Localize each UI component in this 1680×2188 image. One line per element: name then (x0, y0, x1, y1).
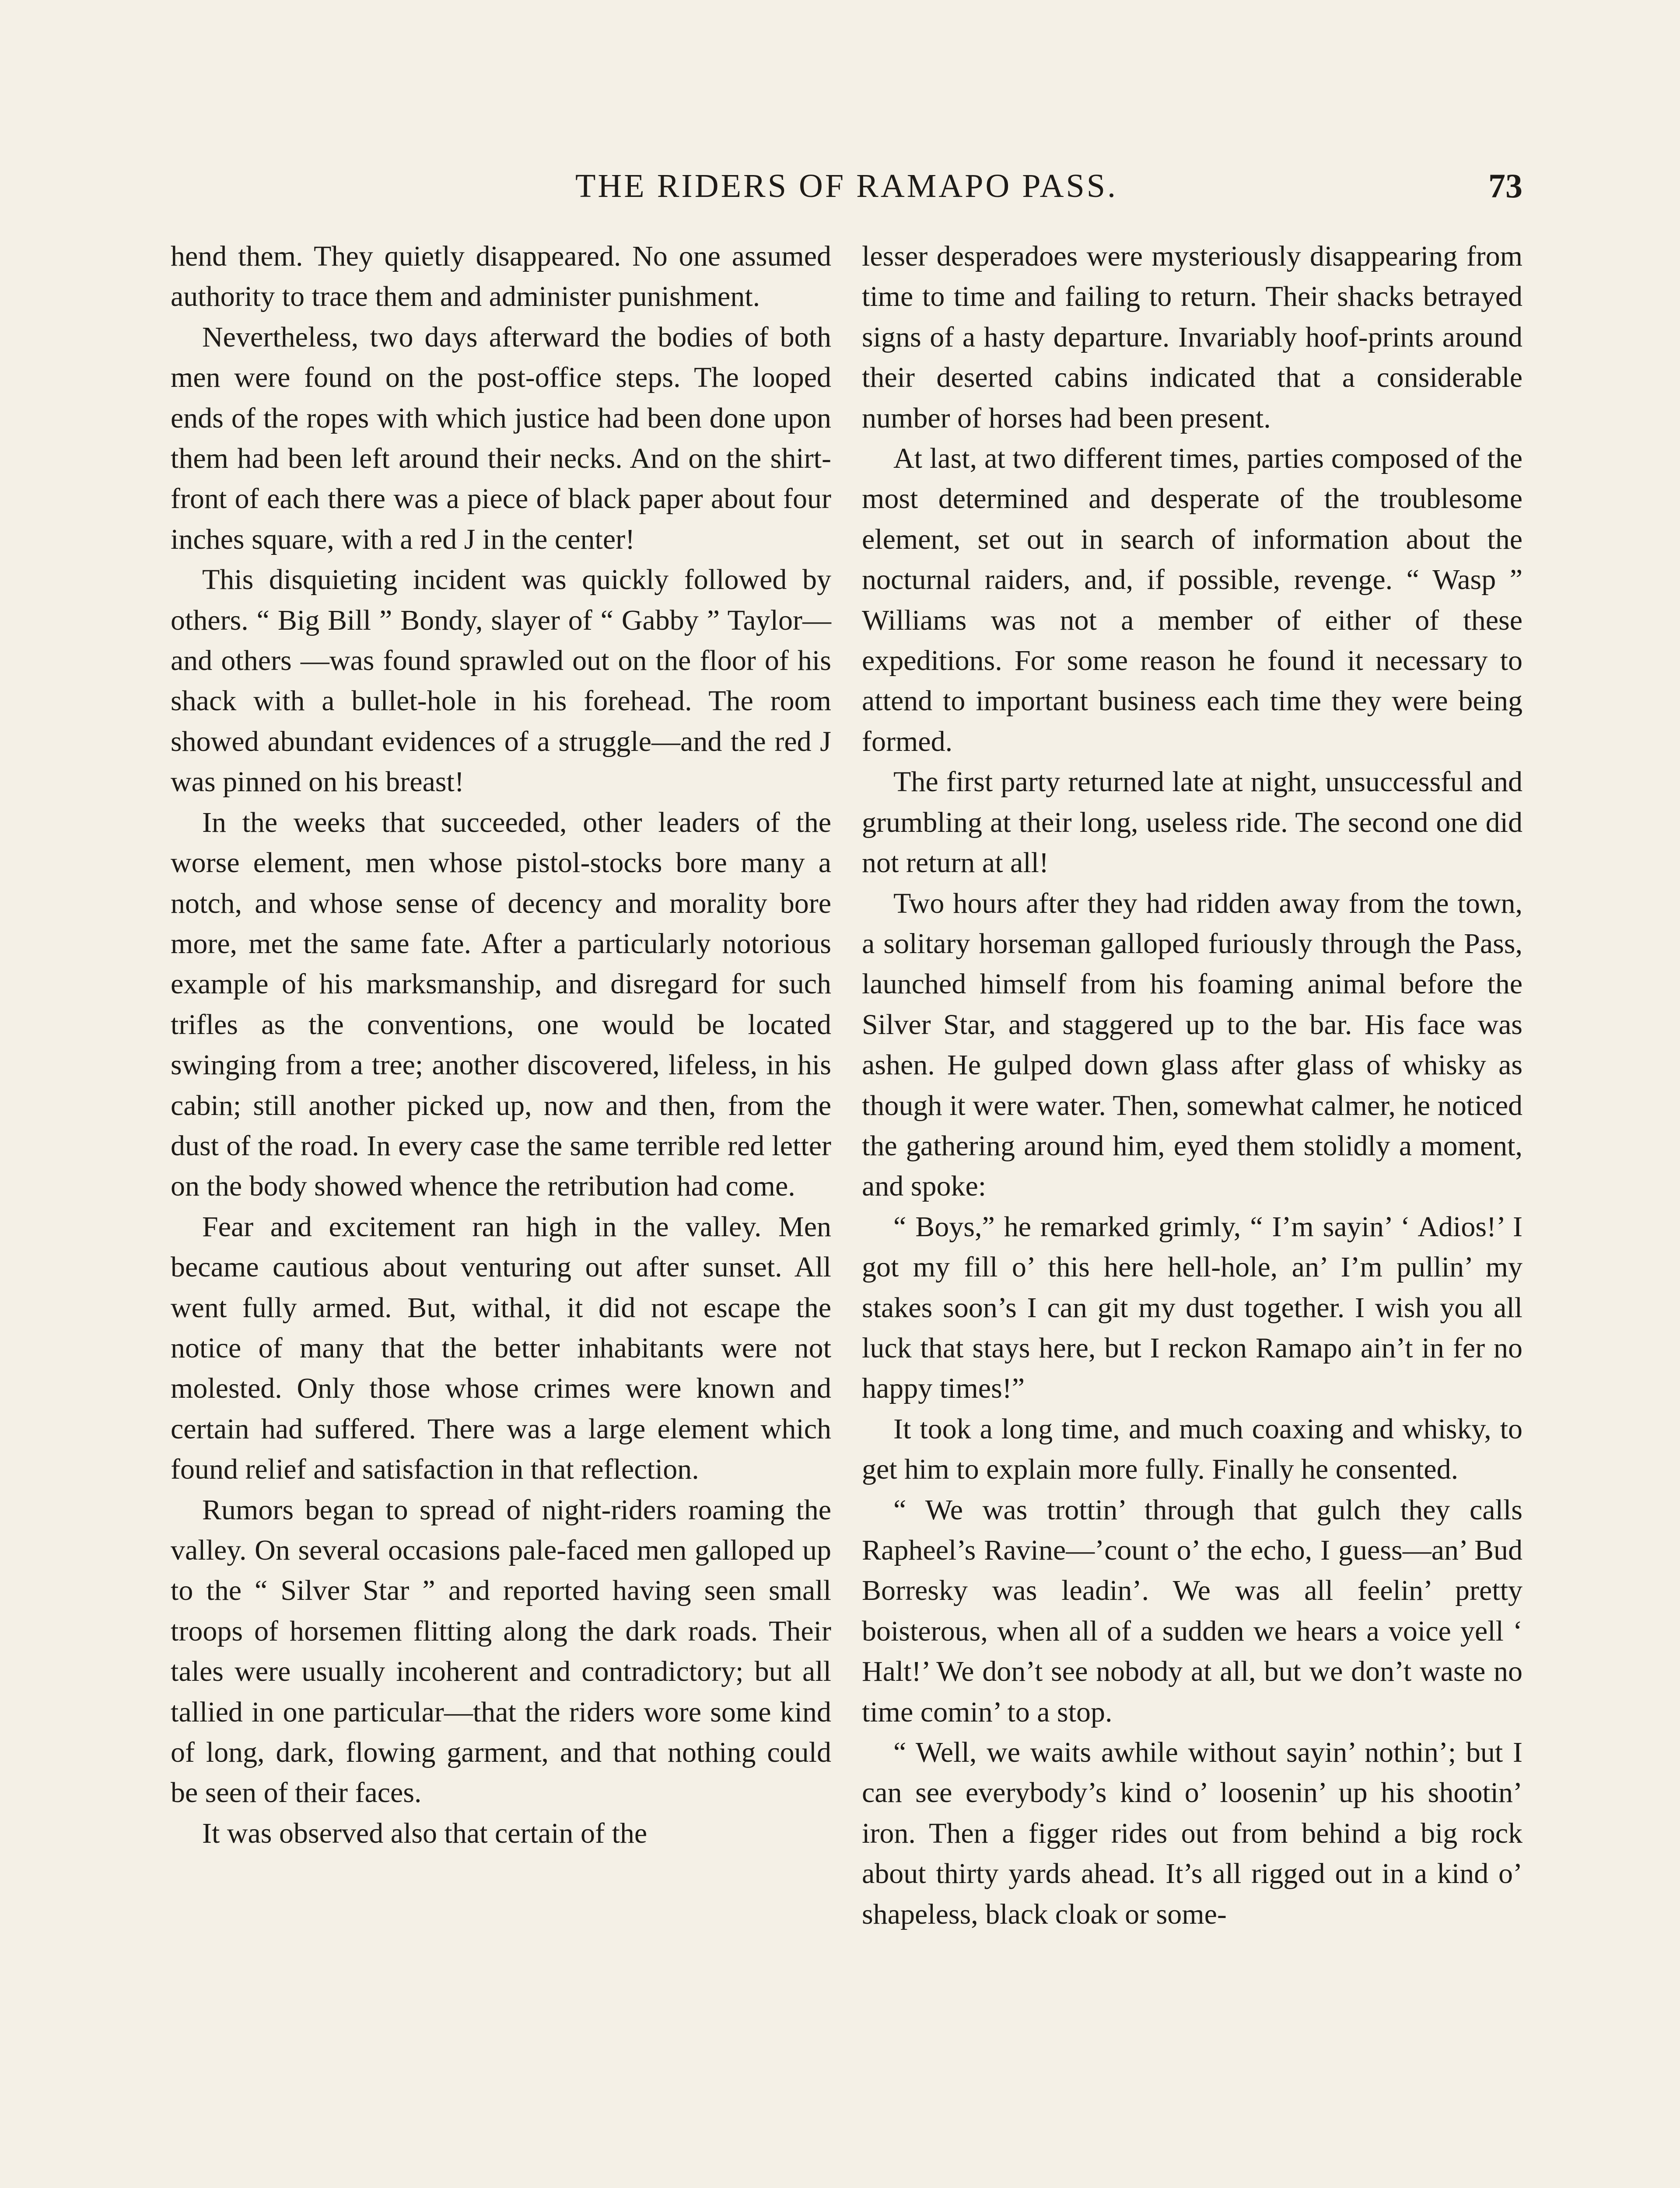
paragraph: The first party returned late at night, unsuccessful and grumbling at their long, useless ride. The second one did not return at all! (862, 766, 1522, 879)
paragraph: In the weeks that succeeded, other leaders of the worse element, men whose pistol-stocks bore many a notch, and whose sense of decency and morality bore more, met the same fate. After a particularly notorious example of his marksmanship, and disregard for such trifles as the conventions, one would be located swinging from a tree; another discovered, lifeless, in his cabin; still another picked up, now and then, from the dust of the road. In every case the same terrible red letter on the body showed whence the retribution had come. (171, 806, 831, 1203)
right-column (862, 236, 1522, 1935)
paragraph: “ We was trottin’ through that gulch they calls Rapheel’s Ravine—’count o’ the echo, I guess—an’ Bud Borresky was leadin’. We was all feelin’ pretty boisterous, when all of a sudden we hears a voice yell ‘ Halt!’ We don’t see nobody at all, but we don’t waste no time comin’ to a stop. (862, 1494, 1522, 1728)
paragraph: Nevertheless, two days afterward the bodies of both men were found on the post-office steps. The looped ends of the ropes with which justice had been done upon them had been left around their necks. And on the shirt-front of each there was a piece of black paper about four inches square, with a red J in the center! (171, 321, 831, 555)
paragraph: This disquieting incident was quickly followed by others. “ Big Bill ” Bondy, slayer of “ Gabby ” Taylor—and others —was found sprawled out on the floor of his shack with a bullet-hole in his forehead. The room showed abundant evidences of a struggle—and the red J was pinned on his breast! (171, 564, 831, 798)
paragraph: “ Boys,” he remarked grimly, “ I’m sayin’ ‘ Adios!’ I got my fill o’ this here hell-hole, an’ I’m pullin’ my stakes soon’s I can git my dust together. I wish you all luck that stays here, but I reckon Ramapo ain’t in fer no happy times!” (862, 1210, 1522, 1405)
page-number: 73 (1488, 167, 1522, 205)
paragraph: Two hours after they had ridden away from the town, a solitary horseman galloped furiously through the Pass, launched himself from his foaming animal before the Silver Star, and staggered up to the bar. His face was ashen. He gulped down glass after glass of whisky as though it were water. Then, somewhat calmer, he noticed the gathering around him, eyed them stolidly a moment, and spoke: (862, 887, 1522, 1203)
paragraph: Rumors began to spread of night-riders roaming the valley. On several occasions pale-faced men galloped up to the “ Silver Star ” and reported having seen small troops of horsemen flitting along the dark roads. Their tales were usually incoherent and contradictory; but all tallied in one particular—that the riders wore some kind of long, dark, flowing garment, and that nothing could be seen of their faces. (171, 1494, 831, 1809)
paragraph: At last, at two different times, parties composed of the most determined and desperate of the troublesome element, set out in search of information about the nocturnal raiders, and, if possible, revenge. “ Wasp ” Williams was not a member of either of these expeditions. For some reason he found it necessary to attend to important business each time they were being formed. (862, 442, 1522, 757)
paragraph: hend them. They quietly disappeared. No one assumed authority to trace them and administer punishment. (171, 240, 831, 313)
paragraph: It was observed also that certain of the (202, 1817, 648, 1849)
left-column (171, 236, 831, 1854)
running-title: THE RIDERS OF RAMAPO PASS. (575, 168, 1118, 204)
running-head (171, 162, 1522, 210)
paragraph: It took a long time, and much coaxing and whisky, to get him to explain more fully. Finally he consented. (862, 1413, 1522, 1486)
paragraph: lesser desperadoes were mysteriously disappearing from time to time and failing to return. Their shacks betrayed signs of a hasty departure. Invariably hoof-prints around their deserted cabins indicated that a considerable number of horses had been present. (862, 240, 1522, 434)
paragraph: Fear and excitement ran high in the valley. Men became cautious about venturing out after sunset. All went fully armed. But, withal, it did not escape the notice of many that the better inhabitants were not molested. Only those whose crimes were known and certain had suffered. There was a large element which found relief and satisfaction in that reflection. (171, 1210, 831, 1486)
paragraph: “ Well, we waits awhile without sayin’ nothin’; but I can see everybody’s kind o’ loosenin’ up his shootin’ iron. Then a figger rides out from behind a big rock about thirty yards ahead. It’s all rigged out in a kind o’ shapeless, black cloak or some- (862, 1736, 1522, 1930)
